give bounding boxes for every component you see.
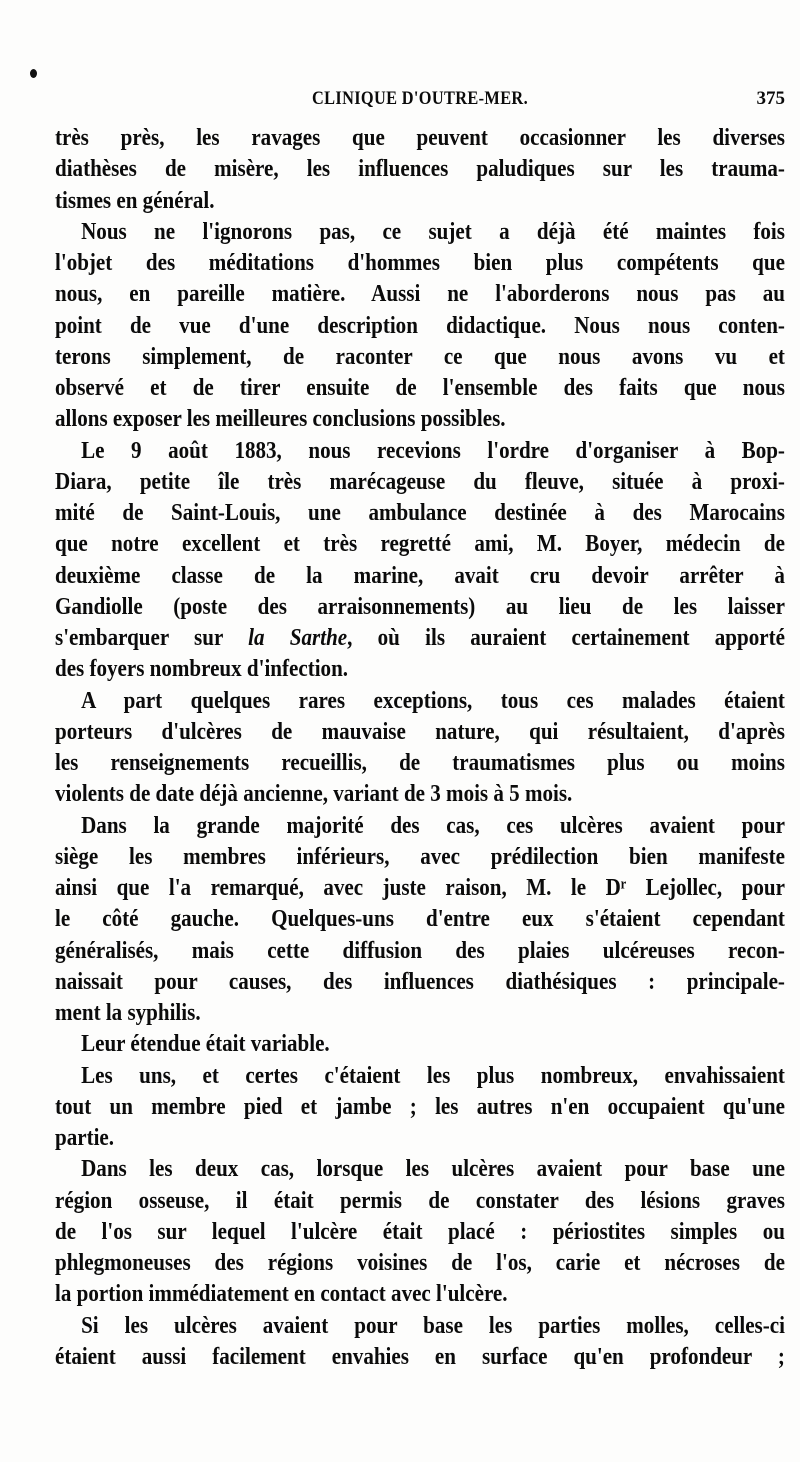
text-line: Leur étendue était variable. [81, 1030, 330, 1058]
text-segment: s'embarquer sur [55, 624, 249, 651]
text-line: tismes en général. [55, 186, 215, 214]
text-line: généralisés, mais cette diffusion des plaies ulcéreuses recon- [55, 936, 785, 964]
text-line [55, 622, 785, 653]
text-line: ainsi que l'a remarqué, avec juste raison, M. le Dʳ Lejollec, pour [55, 874, 785, 901]
text-line: Si les ulcères avaient pour base les parties molles, celles-ci [81, 1311, 785, 1339]
text-line: siège les membres inférieurs, avec prédilection bien manifeste [55, 842, 785, 870]
text-line: nous, en pareille matière. Aussi ne l'aborderons nous pas au [55, 280, 785, 308]
text-line: point de vue d'une description didactique. Nous nous conten- [55, 311, 785, 339]
text-line: Gandiolle (poste des arraisonnements) au lieu de les laisser [55, 592, 785, 620]
text-line: mité de Saint-Louis, une ambulance destinée à des Marocains [55, 499, 785, 526]
text-line: diathèses de misère, les influences paludiques sur les trauma- [55, 155, 785, 183]
text-line: Les uns, et certes c'étaient les plus nombreux, envahissaient [81, 1061, 785, 1089]
text-line: étaient aussi facilement envahies en surface qu'en profondeur ; [55, 1342, 785, 1370]
running-head [55, 88, 785, 112]
text-line: très près, les ravages que peuvent occasionner les diverses [55, 124, 785, 151]
running-title: CLINIQUE D'OUTRE-MER. [311, 88, 529, 109]
text-line: partie. [55, 1124, 115, 1151]
text-line: de l'os sur lequel l'ulcère était placé : périostites simples ou [55, 1217, 785, 1245]
text-line: naissait pour causes, des influences diathésiques : principale- [55, 967, 785, 995]
text-line: Diara, petite île très marécageuse du fleuve, située à proxi- [55, 467, 785, 495]
text-line: Nous ne l'ignorons pas, ce sujet a déjà été maintes fois [81, 217, 785, 245]
text-segment: , où ils auraient certainement apporté [347, 624, 785, 651]
text-line: le côté gauche. Quelques-uns d'entre eux s'étaient cependant [55, 905, 785, 933]
text-line: tout un membre pied et jambe ; les autres n'en occupaient qu'une [55, 1092, 785, 1120]
ship-name: la Sarthe [248, 624, 348, 651]
text-line: les renseignements recueillis, de traumatismes plus ou moins [55, 749, 785, 776]
text-line: observé et de tirer ensuite de l'ensemble des faits que nous [55, 374, 785, 401]
page-number: 375 [756, 88, 785, 109]
text-line: région osseuse, il était permis de constater des lésions graves [55, 1186, 785, 1214]
text-line: que notre excellent et très regretté ami, M. Boyer, médecin de [55, 530, 785, 558]
text-line: terons simplement, de raconter ce que nous avons vu et [55, 342, 785, 370]
text-line: porteurs d'ulcères de mauvaise nature, qui résultaient, d'après [55, 717, 785, 745]
text-line: phlegmoneuses des régions voisines de l'os, carie et nécroses de [55, 1249, 785, 1276]
text-line: A part quelques rares exceptions, tous ces malades étaient [81, 686, 785, 714]
text-line: allons exposer les meilleures conclusions possibles. [55, 405, 506, 433]
text-line: la portion immédiatement en contact avec l'ulcère. [55, 1280, 508, 1308]
text-line: des foyers nombreux d'infection. [55, 655, 349, 683]
text-line: l'objet des méditations d'hommes bien plus compétents que [55, 249, 785, 276]
text-line: Dans les deux cas, lorsque les ulcères avaient pour base une [81, 1155, 785, 1183]
text-line: ment la syphilis. [55, 999, 201, 1026]
text-line: Le 9 août 1883, nous recevions l'ordre d'organiser à Bop- [81, 436, 785, 464]
text-line: Dans la grande majorité des cas, ces ulcères avaient pour [81, 811, 785, 839]
ink-dot [30, 69, 37, 78]
text-line: deuxième classe de la marine, avait cru devoir arrêter à [55, 561, 785, 589]
text-line: violents de date déjà ancienne, variant de 3 mois à 5 mois. [55, 780, 573, 808]
body-text [55, 122, 785, 1372]
